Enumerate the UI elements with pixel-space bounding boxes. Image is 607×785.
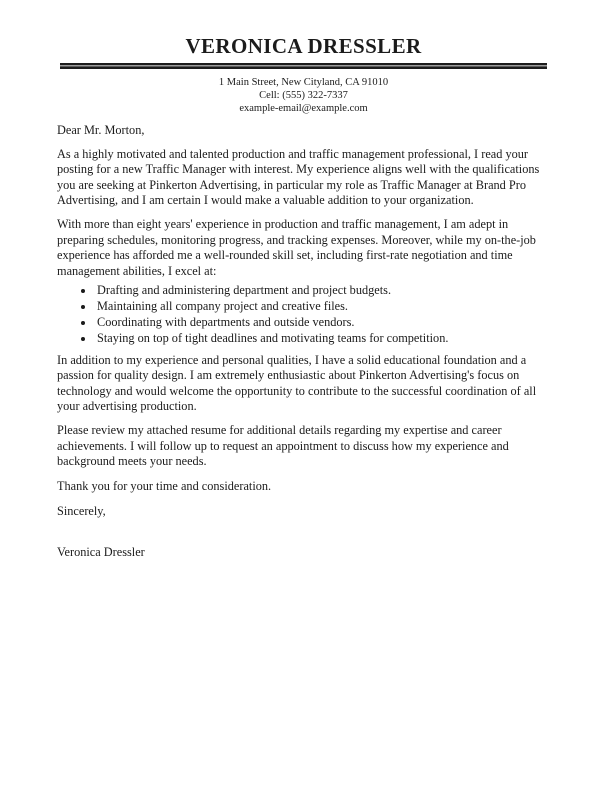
closing-line: Sincerely, [57,503,106,518]
paragraph-experience: With more than eight years' experience in production and traffic management, I am adept in preparing schedules, monitoring progress, and tracking expenses. Moreover, while my on-the-job experience has afforded me a well-rounded skill set, including first-rate negotiation and time management abilities, I excel at: [57,217,536,278]
contact-email: example-email@example.com [239,103,368,115]
letterhead-divider-rule [60,63,547,69]
bullet-item: • Coordinating with departments and outside vendors. [95,315,550,331]
bullet-item: • Maintaining all company project and creative files. [95,299,550,315]
contact-address: 1 Main Street, New Cityland, CA 91010 [218,77,389,88]
bullet-item: • Staying on top of tight deadlines and motivating teams for competition. [95,331,550,347]
letterhead-name: VERONICA DRESSLER [185,34,422,58]
signature-name: Veronica Dressler [57,545,145,560]
paragraph-education: In addition to my experience and personal qualities, I have a solid educational foundation and a passion for quality design. I am extremely enthusiastic about Pinkerton Advertising's focus on technology and would welcome the opportunity to contribute to the successful coordination of all your advertising production. [57,352,537,414]
bullet-item: • Drafting and administering department and project budgets. [95,283,550,299]
paragraph-intro: As a highly motivated and talented production and traffic management professional, I read your posting for a new Traffic Manager with interest. My experience aligns well with the qualifications you are seeking at Pinkerton Advertising, in particular my role as Traffic Manager at Brand Pro Advertising, and I am certain I would make a valuable addition to your organization. [57,146,540,208]
skills-bullet-list [57,283,550,346]
contact-phone: Cell: (555) 322-7337 [259,90,348,102]
contact-block [0,76,607,116]
salutation: Dear Mr. Morton, [57,123,145,138]
letter-body [57,123,550,561]
thank-you-line: Thank you for your time and consideration. [57,478,272,493]
paragraph-resume: Please review my attached resume for additional details regarding my expertise and career achievements. I will follow up to request an appointment to discuss how my experience and background meets your needs. [57,423,509,469]
